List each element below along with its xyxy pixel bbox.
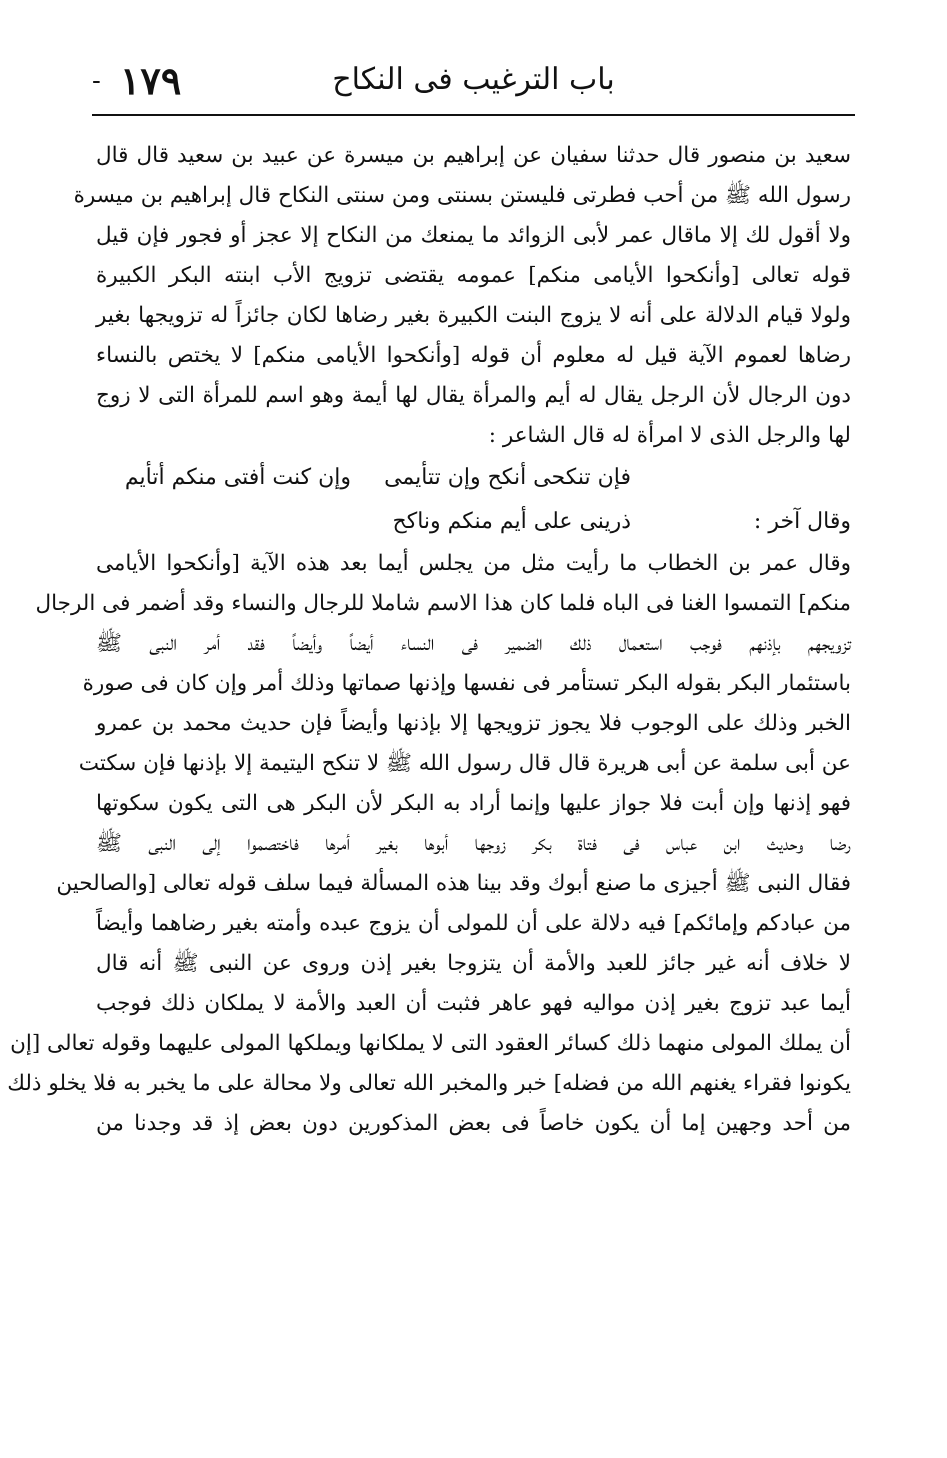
text-line: من أحد وجهين إما أن يكون خاصاً فى بعض المذكورين دون بعض إذ قد وجدنا من xyxy=(96,1111,851,1136)
text-line: باستئمار البكر بقوله البكر تستأمر فى نفسها وإذنها صماتها وذلك أمر وإن كان فى صورة xyxy=(82,671,851,696)
header-dash: - xyxy=(92,66,101,96)
text-line: أيما عبد تزوج بغير إذن مواليه فهو عاهر فثبت أن العبد والأمة لا يملكان ذلك فوجب xyxy=(96,991,851,1016)
verse-hemistich: فإن تنكحى أنكح وإن تتأيمى xyxy=(384,465,631,490)
text-line: يكونوا فقراء يغنهم الله من فضله] خبر والمخبر الله تعالى ولا محالة على ما يخبر به فلا يخلو ذلك xyxy=(7,1071,851,1096)
verse-hemistich: وإن كنت أفتى منكم أتأيم xyxy=(124,465,351,490)
verse-hemistich: ذرينى على أيم منكم وناكح xyxy=(392,509,631,534)
text-line: الخبر وذلك على الوجوب فلا يجوز تزويجها إلا بإذنها وأيضاً فإن حديث محمد بن عمرو xyxy=(96,711,851,736)
poem-verse-2 xyxy=(96,500,851,544)
text-line: ولولا قيام الدلالة على أنه لا يزوج البنت الكبيرة بغير رضاها لكان جائزاً له تزويجها بغير xyxy=(96,303,851,328)
text-line: سعيد بن منصور قال حدثنا سفيان عن إبراهيم بن ميسرة عن عبيد بن سعيد قال قال xyxy=(96,143,851,168)
text-line: فهو إذنها وإن أبت فلا جواز عليها وإنما أراد به البكر لأن البكر هى التى يكون سكوتها xyxy=(96,791,851,816)
text-line: دون الرجال لأن الرجل يقال له أيم والمرأة يقال لها أيمة وهو اسم للمرأة التى لا زوج xyxy=(96,383,851,408)
text-line: رضاها لعموم الآية قيل له معلوم أن قوله [وأنكحوا الأيامى منكم] لا يختص بالنساء xyxy=(96,343,851,368)
verse-intro: وقال آخر : xyxy=(753,509,851,534)
text-line: منكم] التمسوا الغنا فى الباه فلما كان هذا الاسم شاملا للرجال والنساء وقد أضمر فى الرجال xyxy=(35,591,851,616)
chapter-title: باب الترغيب فى النكاح xyxy=(332,62,615,97)
text-line: لها والرجل الذى لا امرأة له قال الشاعر : xyxy=(488,423,851,448)
text-line: عن أبى سلمة عن أبى هريرة قال قال رسول الله ﷺ لا تنكح اليتيمة إلا بإذنها فإن سكتت xyxy=(78,751,851,776)
poem-verse-1 xyxy=(96,456,851,500)
text-line: أن يملك المولى منهما ذلك كسائر العقود التى لا يملكانها ويملكها المولى عليهما وقوله تعالى [إن xyxy=(10,1031,851,1056)
text-line: رضا وحديث ابن عباس فى فتاة بكر زوجها أبوها بغير أمرها فاختصموا إلى النبى ﷺ xyxy=(96,831,851,856)
text-line: لا خلاف أنه غير جائز للعبد والأمة أن يتزوجا بغير إذن وروى عن النبى ﷺ أنه قال xyxy=(96,951,851,976)
text-line: رسول الله ﷺ من أحب فطرتى فليستن بسنتى ومن سنتى النكاح قال إبراهيم بن ميسرة xyxy=(73,183,851,208)
page-number: ١٧٩ xyxy=(120,58,182,103)
text-line: من عبادكم وإمائكم] فيه دلالة على أن للمولى أن يزوج عبده وأمته بغير رضاهما وأيضاً xyxy=(96,911,851,936)
text-line: فقال النبى ﷺ أجيزى ما صنع أبوك وقد بينا هذه المسألة فيما سلف قوله تعالى [والصالحين xyxy=(56,871,851,896)
text-line: قوله تعالى [وأنكحوا الأيامى منكم] عمومه يقتضى تزويج الأب ابنته البكر الكبيرة xyxy=(96,263,851,288)
header-rule xyxy=(92,114,855,116)
text-line: وقال عمر بن الخطاب ما رأيت مثل من يجلس أيما بعد هذه الآية [وأنكحوا الأيامى xyxy=(96,551,851,576)
text-line: تزويجهم بإذنهم فوجب استعمال ذلك الضمير فى النساء أيضاً وأيضاً فقد أمر النبى ﷺ xyxy=(96,631,851,656)
text-line: ولا أقول لك إلا ماقال عمر لأبى الزوائد ما يمنعك من النكاح إلا عجز أو فجور فإن قيل xyxy=(96,223,851,248)
body-text xyxy=(7,136,851,1144)
running-header xyxy=(92,52,855,116)
